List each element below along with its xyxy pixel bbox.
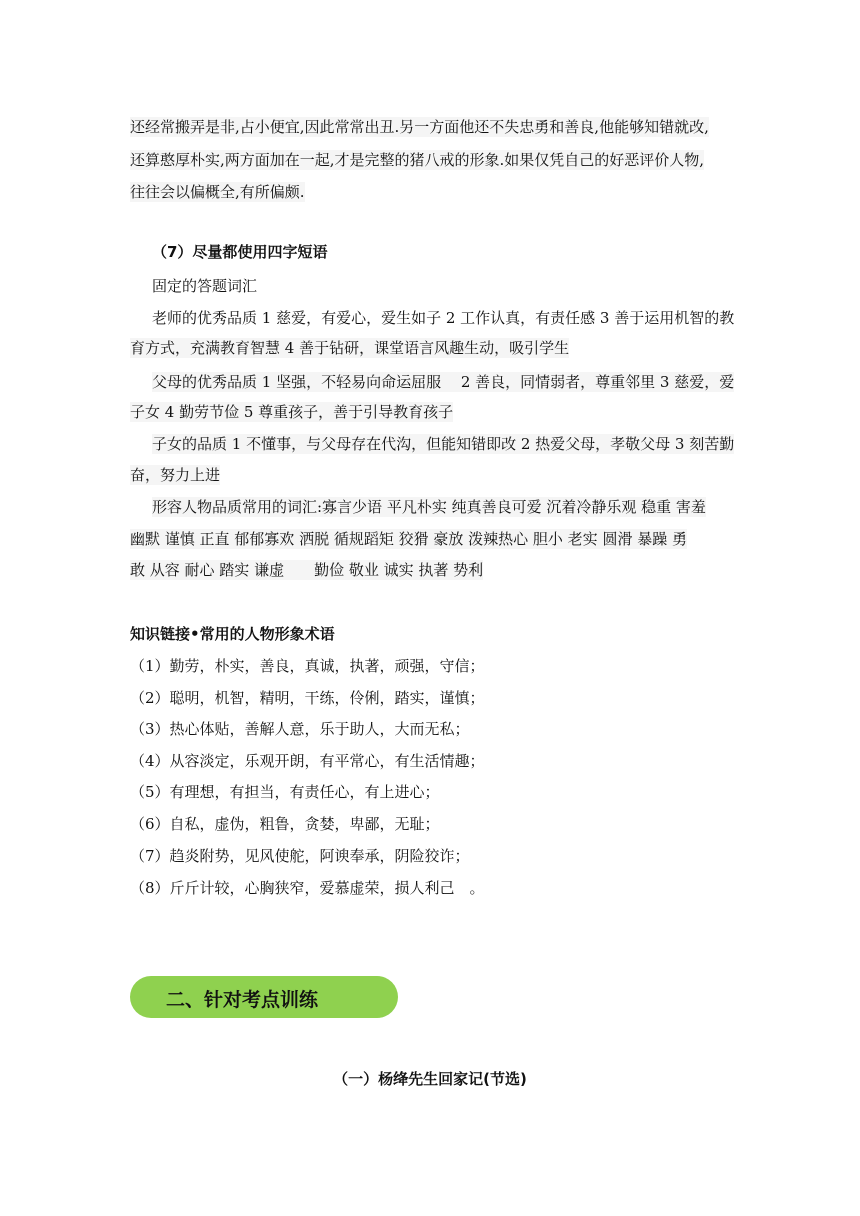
paragraph-line: 奋，努力上进 [130,466,221,484]
list-item: （6）自私，虚伪，粗鲁，贪婪，卑鄙，无耻； [130,815,440,833]
section-subheading: 固定的答题词汇 [152,277,258,295]
list-item: （2）聪明，机智，精明，干练，伶俐，踏实，谨慎； [130,689,485,707]
section-banner-title: 二、针对考点训练 [166,989,319,1011]
paragraph-line: 还经常搬弄是非,占小便宜,因此常常出丑.另一方面他还不失忠勇和善良,他能够知错就改, [130,118,709,136]
section-heading: （7）尽量都使用四字短语 [152,243,328,261]
paragraph-line: 敢 从容 耐心 踏实 谦虚 勤俭 敬业 诚实 执著 势利 [130,561,484,579]
link-heading: 知识链接•常用的人物形象术语 [130,625,335,643]
paragraph-line: 父母的优秀品质 1 坚强，不轻易向命运屈服 2 善良，同情弱者，尊重邻里 3 慈爱，爱 [152,373,735,391]
paragraph-line: 子女的品质 1 不懂事，与父母存在代沟，但能知错即改 2 热爱父母，孝敬父母 3 刻苦勤 [152,435,735,453]
list-item: （7）趋炎附势，见风使舵，阿谀奉承，阴险狡诈； [130,847,470,865]
paragraph-line: 形容人物品质常用的词汇:寡言少语 平凡朴实 纯真善良可爱 沉着冷静乐观 稳重 害羞 [152,498,706,516]
paragraph-line: 子女 4 勤劳节俭 5 尊重孩子，善于引导教育孩子 [130,403,454,421]
list-item: （8）斤斤计较，心胸狭窄，爱慕虚荣，损人利己 。 [130,879,485,897]
paragraph-line: 老师的优秀品质 1 慈爱，有爱心，爱生如子 2 工作认真，有责任感 3 善于运用机智的教 [152,309,735,327]
section-banner [130,976,398,1018]
paragraph-line: 幽默 谨慎 正直 郁郁寡欢 洒脱 循规蹈矩 狡猾 豪放 泼辣热心 胆小 老实 圆滑 暴躁 勇 [130,530,687,548]
list-item: （4）从容淡定，乐观开朗，有平常心，有生活情趣； [130,752,485,770]
list-item: （5）有理想，有担当，有责任心，有上进心； [130,783,440,801]
paragraph-line: 往往会以偏概全,有所偏颇. [130,183,305,201]
paragraph-line: 育方式，充满教育智慧 4 善于钻研，课堂语言风趣生动，吸引学生 [130,339,570,357]
list-item: （1）勤劳，朴实，善良，真诚，执著，顽强，守信； [130,657,485,675]
list-item: （3）热心体贴，善解人意，乐于助人，大而无私； [130,720,470,738]
article-title: （一）杨绛先生回家记(节选) [333,1070,527,1088]
paragraph-line: 还算憨厚朴实,两方面加在一起,才是完整的猪八戒的形象.如果仅凭自己的好恶评价人物, [130,151,705,169]
